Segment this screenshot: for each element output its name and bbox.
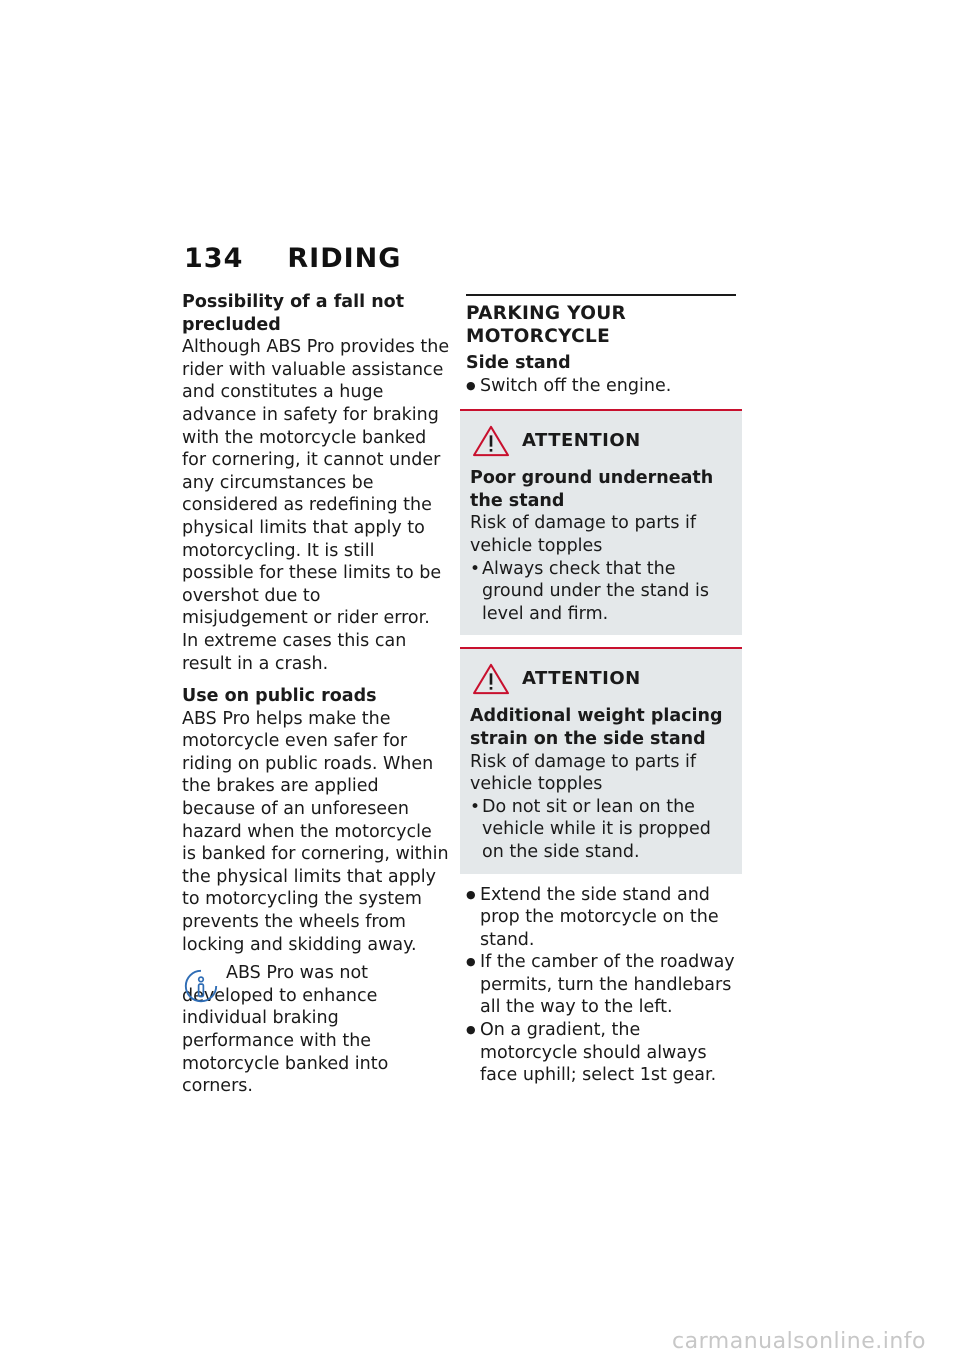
warning-box-1 [460,409,742,635]
warning-bullets [470,558,732,626]
page-number: 134 [184,243,244,274]
warning-title: Poor ground underneath the stand [470,468,714,511]
warning-label: ATTENTION [522,429,641,451]
warning-text: Risk of damage to parts if vehicle topples [470,513,697,556]
parking-heading: PARKING YOUR MOTORCYCLE [466,303,627,347]
public-roads-text: ABS Pro helps make the motorcycle even safer for riding on public roads. When the brakes are applied because of an unforeseen hazard when the motorcycle is banked for cornering, within the physical limits that apply to motorcycling the system prevents the wheels from locking and skidding away. [182,708,449,955]
info-note-text: ABS Pro was not developed to enhance individual braking performance with the motorcycle banked into corners. [182,963,389,1097]
warning-triangle-icon [472,663,510,695]
right-column [466,294,738,1087]
side-stand-heading: Side stand [466,353,571,373]
step-gradient: ● On a gradient, the motorcycle should always face uphill; select 1st gear. [466,1019,738,1087]
warning-title: Additional weight placing strain on the side stand [470,706,723,749]
warning-bullets [470,796,732,864]
step-list-2 [466,884,738,1087]
info-icon [182,968,220,1006]
section-title: RIDING [287,243,402,274]
page-header [184,243,401,274]
step-extend-stand: ● Extend the side stand and prop the motorcycle on the stand. [466,884,738,952]
warning-bullet: • Always check that the ground under the stand is level and firm. [470,558,732,626]
left-column [182,291,450,1098]
footer-watermark: carmanualsonline.info [672,1329,926,1354]
section-rule [466,294,736,296]
warning-label: ATTENTION [522,668,641,690]
step-list-1 [466,375,738,398]
warning-triangle-icon [472,425,510,457]
fall-heading: Possibility of a fall not precluded [182,292,405,335]
step-turn-handlebars: ● If the camber of the roadway permits, turn the handlebars all the way to the left. [466,951,738,1019]
warning-header [470,663,732,695]
warning-text: Risk of damage to parts if vehicle topples [470,751,697,795]
public-roads-heading: Use on public roads [182,686,377,707]
warning-bullet: • Do not sit or lean on the vehicle while it is propped on the side stand. [470,796,732,864]
step-switch-off: ● Switch off the engine. [466,375,738,398]
warning-header [470,425,732,457]
info-note [182,962,450,1098]
fall-text: Although ABS Pro provides the rider with valuable assistance and constitutes a huge advance in safety for braking with the motorcycle banked for cornering, it cannot under any circumstances be considered as redefining the physical limits that apply to motorcycling. It is still possible for these limits to be overshot due to misjudgement or rider error. In extreme cases this can result in a crash. [182,337,450,674]
warning-box-2 [460,647,742,873]
